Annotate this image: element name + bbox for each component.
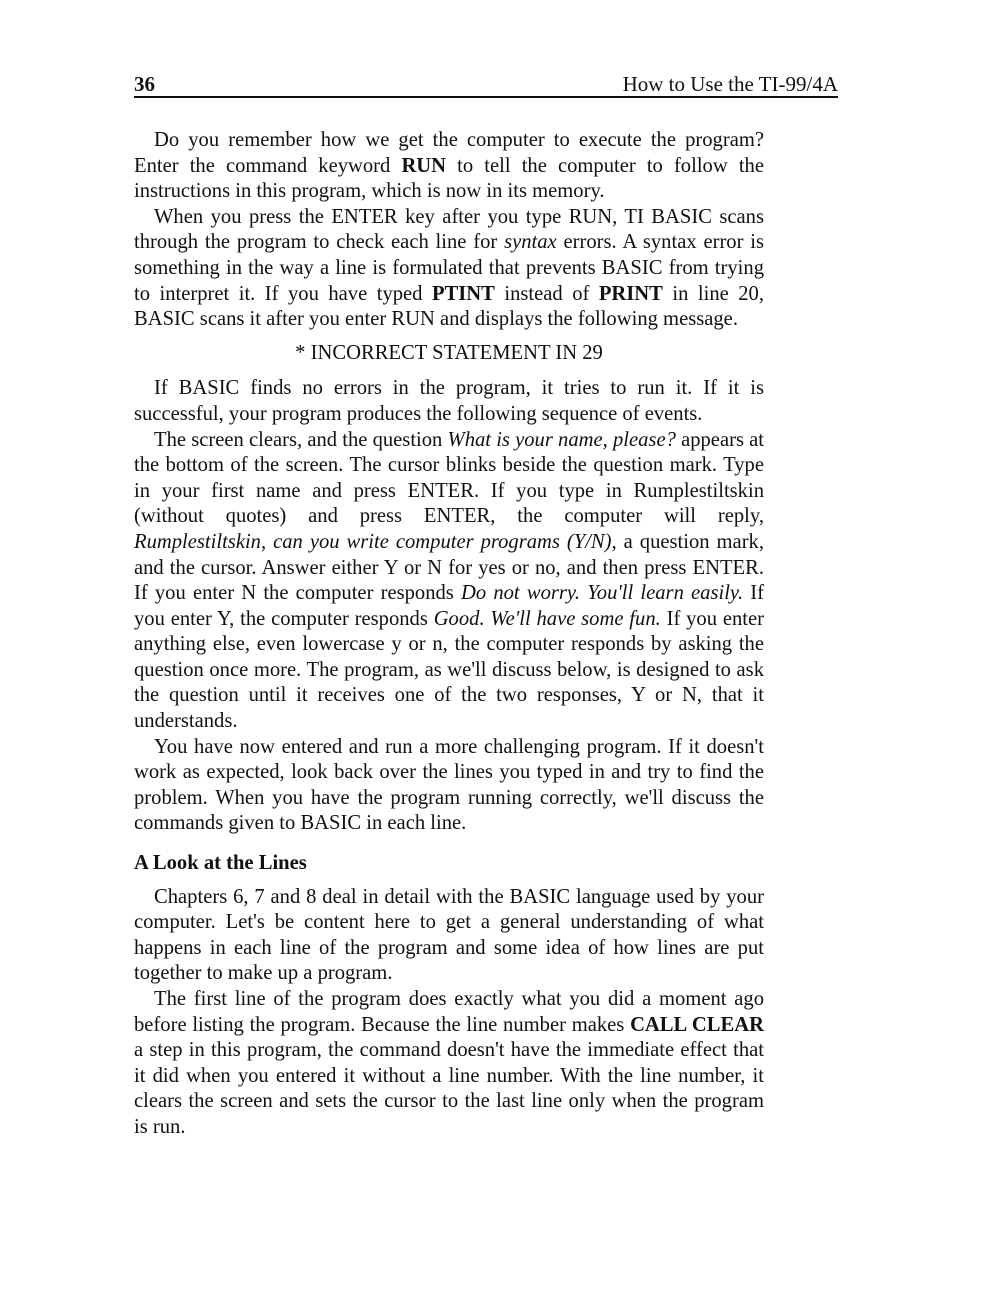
text-run: The screen clears, and the question: [154, 428, 448, 451]
paragraph-chapters: Chapters 6, 7 and 8 deal in detail with the BASIC language used by your computer. Let's be content here to get a general understanding of what happens in each line of the program and some idea of how lines are put together to make up a program.: [134, 885, 764, 985]
keyword-ptint: PTINT: [431, 282, 495, 305]
page-header: [134, 72, 838, 98]
text-run: , a question mark, and the cursor. Answer either Y or N for yes or no, and then press ENTER. If you enter N the computer responds: [134, 530, 764, 605]
text-run: The first line of the program does exactly what you did a moment ago before listing the program. Because the line number makes: [134, 988, 764, 1036]
paragraph-run-command: [134, 128, 764, 205]
section-heading: A Look at the Lines: [134, 852, 307, 875]
error-message: * INCORRECT STATEMENT IN 29: [295, 341, 603, 364]
text-run: Do you remember how we get the computer to execute the program? Enter the command keyword: [134, 129, 764, 177]
paragraph-sequence-of-events: [134, 428, 764, 735]
keyword-run: RUN: [401, 154, 447, 177]
response-yes: Good. We'll have some fun.: [433, 607, 661, 630]
prompt-write-programs: Rumplestiltskin, can you write computer programs (Y/N): [134, 530, 612, 553]
text-run: appears at the bottom of the screen. The cursor blinks beside the question mark. Type in your first name and press ENTER. If you type in Rumplestiltskin (without quotes) and press ENTER, the computer will reply,: [134, 428, 765, 528]
response-no: Do not worry. You'll learn easily.: [461, 582, 744, 605]
running-head: How to Use the TI-99/4A: [622, 72, 838, 96]
paragraph-run-success: If BASIC finds no errors in the program, it tries to run it. If it is successful, your program produces the following sequence of events.: [134, 377, 764, 425]
text-run: a step in this program, the command doesn't have the immediate effect that it did when you entered it without a line number. With the line number, it clears the screen and sets the cursor to the last line only when the program is run.: [134, 1039, 764, 1138]
paragraph-challenging-program: You have now entered and run a more challenging program. If it doesn't work as expected, look back over the lines you typed in and try to find the problem. When you have the program running correctly, we'll discuss the commands given to BASIC in each line.: [134, 735, 764, 835]
term-syntax: syntax: [504, 231, 557, 254]
text-run: in line 20, BASIC scans it after you enter RUN and displays the following message.: [134, 282, 765, 331]
body-text: [134, 128, 764, 1141]
paragraph-first-line: [134, 987, 764, 1141]
text-run: errors. A syntax error is something in the way a line is formulated that prevents BASIC from trying to interpret it. If you have typed: [134, 231, 764, 305]
page-number: 36: [134, 72, 155, 96]
keyword-call-clear: CALL CLEAR: [630, 1013, 764, 1036]
text-run: When you press the ENTER key after you type RUN, TI BASIC scans through the program to check each line for: [134, 205, 764, 254]
paragraph-syntax-check: [134, 205, 764, 333]
text-run: If you enter anything else, even lowercase y or n, the computer responds by asking the question once more. The program, as we'll discuss below, is designed to ask the question until it receives one of the two responses, Y or N, that it understands.: [134, 607, 764, 733]
keyword-print: PRINT: [598, 282, 663, 305]
text-run: instead of: [494, 282, 599, 305]
text-run: to tell the computer to follow the instructions in this program, which is now in its memory.: [134, 154, 764, 203]
prompt-name-question: What is your name, please?: [447, 428, 676, 451]
text-run: If you enter Y, the computer responds: [134, 582, 764, 630]
